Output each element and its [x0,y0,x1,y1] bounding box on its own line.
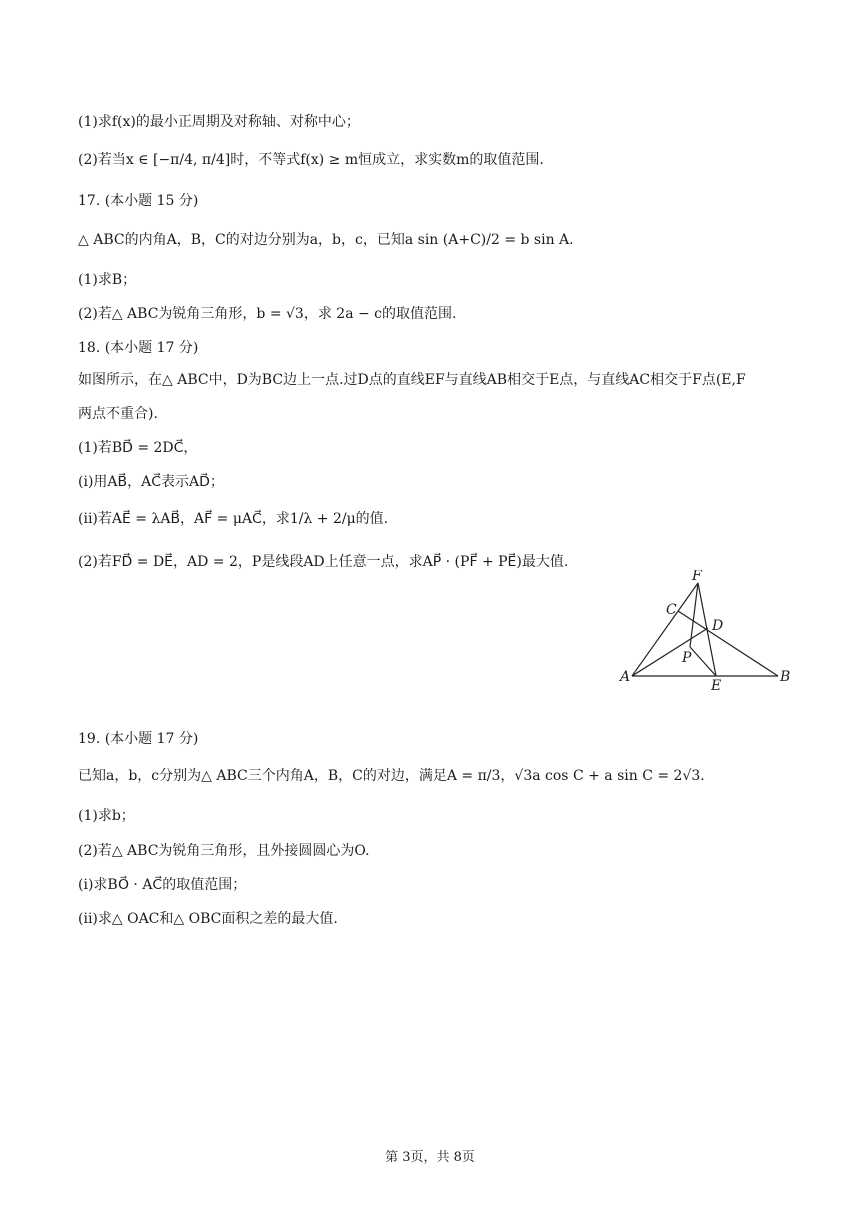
label-b: B [780,669,791,685]
q19-part2-i: (i)求BO⃗ · AC⃗的取值范围； [78,877,247,893]
q17-heading: 17. (本小题 15 分) [78,193,199,209]
q16-part2: (2)若当x ∈ [−π/4, π/4]时，不等式f(x) ≥ m恒成立，求实数m的取值范围. [78,152,544,168]
q19-part1: (1)求b； [78,808,135,824]
q18-part1-ii: (ii)若AE⃗ = λAB⃗，AF⃗ = μAC⃗，求1/λ + 2/μ的值. [78,511,389,527]
q17-part1: (1)求B； [78,272,137,288]
q18-stem: 如图所示，在△ ABC中，D为BC边上一点.过D点的直线EF与直线AB相交于E点，与直线AC相交于F点(E,F [78,372,746,388]
page-footer: 第 3页，共 8页 [385,1150,475,1165]
q18-part2: (2)若FD⃗ = DE⃗，AD = 2，P是线段AD上任意一点，求AP⃗ · (PF⃗ + PE⃗)最大值. [78,554,569,570]
q17-part2: (2)若△ ABC为锐角三角形，b = √3，求 2a − c的取值范围. [78,306,457,322]
segment-ad [632,628,708,676]
segment-pe [690,647,716,676]
label-f: F [692,570,702,584]
q19-heading: 19. (本小题 17 分) [78,731,199,747]
label-d: D [712,618,724,634]
label-c: C [666,602,677,618]
label-e: E [711,678,722,690]
label-a: A [620,669,631,685]
q18-stem-cont: 两点不重合). [78,406,158,422]
q19-part2: (2)若△ ABC为锐角三角形，且外接圆圆心为O. [78,843,370,859]
q19-stem: 已知a，b，c分别为△ ABC三个内角A，B，C的对边，满足A = π/3，√3a cos C + a sin C = 2√3. [78,768,705,784]
q19-part2-ii: (ii)求△ OAC和△ OBC面积之差的最大值. [78,911,338,927]
q18-part1: (1)若BD⃗ = 2DC⃗， [78,440,198,456]
q18-part1-i: (i)用AB⃗，AC⃗表示AD⃗； [78,474,224,490]
q18-heading: 18. (本小题 17 分) [78,340,199,356]
label-p: P [682,650,692,666]
q17-stem: △ ABC的内角A，B，C的对边分别为a，b，c，已知a sin (A+C)/2 = b sin A. [78,232,574,248]
q16-part1: (1)求f(x)的最小正周期及对称轴、对称中心； [78,114,360,130]
triangle-figure [612,570,802,690]
